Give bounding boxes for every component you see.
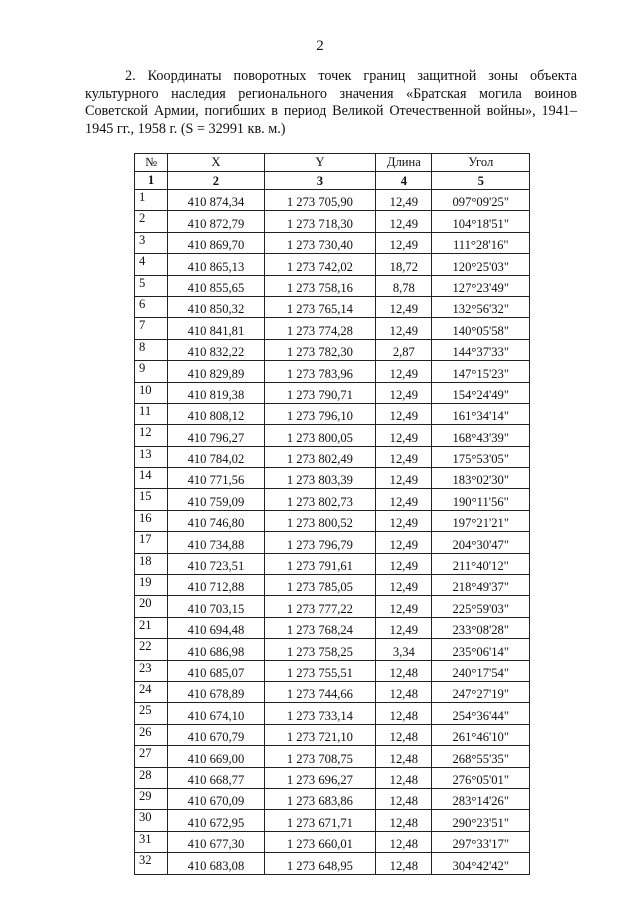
table-row bbox=[135, 724, 530, 745]
length-cell: 12,48 bbox=[376, 681, 432, 702]
x-coordinate-cell: 410 734,88 bbox=[168, 532, 264, 553]
y-coordinate-cell: 1 273 777,22 bbox=[264, 596, 376, 617]
angle-cell: 120°25'03" bbox=[432, 254, 530, 275]
length-cell: 12,49 bbox=[376, 489, 432, 510]
point-number-cell: 13 bbox=[135, 446, 168, 467]
point-number-cell: 10 bbox=[135, 382, 168, 403]
angle-cell: 297°33'17" bbox=[432, 831, 530, 852]
angle-cell: 290°23'51" bbox=[432, 810, 530, 831]
table-row bbox=[135, 339, 530, 360]
y-coordinate-cell: 1 273 800,05 bbox=[264, 425, 376, 446]
header-length: Длина bbox=[376, 154, 432, 172]
length-cell: 12,49 bbox=[376, 596, 432, 617]
angle-cell: 161°34'14" bbox=[432, 403, 530, 424]
column-number: 2 bbox=[168, 172, 264, 190]
column-number-row bbox=[135, 172, 530, 190]
x-coordinate-cell: 410 796,27 bbox=[168, 425, 264, 446]
angle-cell: 183°02'30" bbox=[432, 468, 530, 489]
length-cell: 12,49 bbox=[376, 468, 432, 489]
point-number-cell: 32 bbox=[135, 853, 168, 874]
page-number: 2 bbox=[316, 38, 324, 54]
table-row bbox=[135, 853, 530, 874]
angle-cell: 247°27'19" bbox=[432, 681, 530, 702]
x-coordinate-cell: 410 686,98 bbox=[168, 639, 264, 660]
x-coordinate-cell: 410 672,95 bbox=[168, 810, 264, 831]
y-coordinate-cell: 1 273 758,25 bbox=[264, 639, 376, 660]
coordinates-table bbox=[134, 153, 530, 875]
table-row bbox=[135, 275, 530, 296]
x-coordinate-cell: 410 872,79 bbox=[168, 211, 264, 232]
point-number-cell: 30 bbox=[135, 810, 168, 831]
point-number-cell: 3 bbox=[135, 232, 168, 253]
length-cell: 12,49 bbox=[376, 446, 432, 467]
y-coordinate-cell: 1 273 802,73 bbox=[264, 489, 376, 510]
table-row bbox=[135, 681, 530, 702]
table-row bbox=[135, 361, 530, 382]
x-coordinate-cell: 410 712,88 bbox=[168, 575, 264, 596]
angle-cell: 168°43'39" bbox=[432, 425, 530, 446]
length-cell: 12,49 bbox=[376, 190, 432, 211]
y-coordinate-cell: 1 273 785,05 bbox=[264, 575, 376, 596]
x-coordinate-cell: 410 819,38 bbox=[168, 382, 264, 403]
y-coordinate-cell: 1 273 783,96 bbox=[264, 361, 376, 382]
x-coordinate-cell: 410 850,32 bbox=[168, 296, 264, 317]
table-row bbox=[135, 403, 530, 424]
x-coordinate-cell: 410 669,00 bbox=[168, 746, 264, 767]
angle-cell: 190°11'56" bbox=[432, 489, 530, 510]
y-coordinate-cell: 1 273 660,01 bbox=[264, 831, 376, 852]
length-cell: 12,48 bbox=[376, 703, 432, 724]
length-cell: 12,49 bbox=[376, 575, 432, 596]
length-cell: 12,49 bbox=[376, 425, 432, 446]
point-number-cell: 11 bbox=[135, 403, 168, 424]
table-row bbox=[135, 703, 530, 724]
y-coordinate-cell: 1 273 790,71 bbox=[264, 382, 376, 403]
table-row bbox=[135, 810, 530, 831]
angle-cell: 144°37'33" bbox=[432, 339, 530, 360]
y-coordinate-cell: 1 273 742,02 bbox=[264, 254, 376, 275]
y-coordinate-cell: 1 273 683,86 bbox=[264, 788, 376, 809]
angle-cell: 304°42'42" bbox=[432, 853, 530, 874]
angle-cell: 204°30'47" bbox=[432, 532, 530, 553]
length-cell: 12,48 bbox=[376, 831, 432, 852]
table-header-row bbox=[135, 154, 530, 172]
angle-cell: 211°40'12" bbox=[432, 553, 530, 574]
table-row bbox=[135, 211, 530, 232]
length-cell: 12,48 bbox=[376, 767, 432, 788]
x-coordinate-cell: 410 832,22 bbox=[168, 339, 264, 360]
y-coordinate-cell: 1 273 721,10 bbox=[264, 724, 376, 745]
section-heading-text: 2. Координаты поворотных точек границ защитной зоны объекта культурного наследия регионального значения «Братская могила воинов Советской Армии, погибших в период Великой Отечественной войны», 1941–1945 гг., 1958 г. (S = 32991 кв. м.) bbox=[85, 68, 577, 137]
table-row bbox=[135, 596, 530, 617]
y-coordinate-cell: 1 273 791,61 bbox=[264, 553, 376, 574]
y-coordinate-cell: 1 273 765,14 bbox=[264, 296, 376, 317]
point-number-cell: 12 bbox=[135, 425, 168, 446]
angle-cell: 111°28'16" bbox=[432, 232, 530, 253]
length-cell: 12,49 bbox=[376, 553, 432, 574]
point-number-cell: 20 bbox=[135, 596, 168, 617]
y-coordinate-cell: 1 273 802,49 bbox=[264, 446, 376, 467]
length-cell: 12,49 bbox=[376, 296, 432, 317]
column-number: 4 bbox=[376, 172, 432, 190]
angle-cell: 261°46'10" bbox=[432, 724, 530, 745]
angle-cell: 154°24'49" bbox=[432, 382, 530, 403]
table-row bbox=[135, 746, 530, 767]
point-number-cell: 18 bbox=[135, 553, 168, 574]
x-coordinate-cell: 410 771,56 bbox=[168, 468, 264, 489]
length-cell: 12,49 bbox=[376, 232, 432, 253]
point-number-cell: 7 bbox=[135, 318, 168, 339]
x-coordinate-cell: 410 746,80 bbox=[168, 510, 264, 531]
point-number-cell: 25 bbox=[135, 703, 168, 724]
angle-cell: 147°15'23" bbox=[432, 361, 530, 382]
point-number-cell: 2 bbox=[135, 211, 168, 232]
table-row bbox=[135, 575, 530, 596]
x-coordinate-cell: 410 670,79 bbox=[168, 724, 264, 745]
y-coordinate-cell: 1 273 768,24 bbox=[264, 617, 376, 638]
point-number-cell: 29 bbox=[135, 788, 168, 809]
angle-cell: 218°49'37" bbox=[432, 575, 530, 596]
table-row bbox=[135, 788, 530, 809]
y-coordinate-cell: 1 273 803,39 bbox=[264, 468, 376, 489]
y-coordinate-cell: 1 273 696,27 bbox=[264, 767, 376, 788]
point-number-cell: 27 bbox=[135, 746, 168, 767]
table-row bbox=[135, 446, 530, 467]
y-coordinate-cell: 1 273 733,14 bbox=[264, 703, 376, 724]
length-cell: 2,87 bbox=[376, 339, 432, 360]
table-row bbox=[135, 532, 530, 553]
table-row bbox=[135, 382, 530, 403]
x-coordinate-cell: 410 865,13 bbox=[168, 254, 264, 275]
length-cell: 12,49 bbox=[376, 510, 432, 531]
point-number-cell: 9 bbox=[135, 361, 168, 382]
y-coordinate-cell: 1 273 800,52 bbox=[264, 510, 376, 531]
point-number-cell: 6 bbox=[135, 296, 168, 317]
length-cell: 12,49 bbox=[376, 211, 432, 232]
y-coordinate-cell: 1 273 730,40 bbox=[264, 232, 376, 253]
angle-cell: 254°36'44" bbox=[432, 703, 530, 724]
length-cell: 12,49 bbox=[376, 318, 432, 339]
y-coordinate-cell: 1 273 774,28 bbox=[264, 318, 376, 339]
table-row bbox=[135, 232, 530, 253]
x-coordinate-cell: 410 874,34 bbox=[168, 190, 264, 211]
x-coordinate-cell: 410 784,02 bbox=[168, 446, 264, 467]
length-cell: 12,48 bbox=[376, 853, 432, 874]
y-coordinate-cell: 1 273 708,75 bbox=[264, 746, 376, 767]
length-cell: 12,48 bbox=[376, 810, 432, 831]
x-coordinate-cell: 410 694,48 bbox=[168, 617, 264, 638]
x-coordinate-cell: 410 829,89 bbox=[168, 361, 264, 382]
x-coordinate-cell: 410 869,70 bbox=[168, 232, 264, 253]
length-cell: 12,48 bbox=[376, 724, 432, 745]
x-coordinate-cell: 410 678,89 bbox=[168, 681, 264, 702]
point-number-cell: 4 bbox=[135, 254, 168, 275]
x-coordinate-cell: 410 841,81 bbox=[168, 318, 264, 339]
angle-cell: 225°59'03" bbox=[432, 596, 530, 617]
table-row bbox=[135, 639, 530, 660]
angle-cell: 283°14'26" bbox=[432, 788, 530, 809]
y-coordinate-cell: 1 273 705,90 bbox=[264, 190, 376, 211]
x-coordinate-cell: 410 668,77 bbox=[168, 767, 264, 788]
table-row bbox=[135, 190, 530, 211]
y-coordinate-cell: 1 273 755,51 bbox=[264, 660, 376, 681]
table-row bbox=[135, 254, 530, 275]
y-coordinate-cell: 1 273 782,30 bbox=[264, 339, 376, 360]
length-cell: 12,48 bbox=[376, 746, 432, 767]
length-cell: 8,78 bbox=[376, 275, 432, 296]
x-coordinate-cell: 410 703,15 bbox=[168, 596, 264, 617]
angle-cell: 140°05'58" bbox=[432, 318, 530, 339]
angle-cell: 104°18'51" bbox=[432, 211, 530, 232]
x-coordinate-cell: 410 677,30 bbox=[168, 831, 264, 852]
y-coordinate-cell: 1 273 796,79 bbox=[264, 532, 376, 553]
length-cell: 18,72 bbox=[376, 254, 432, 275]
y-coordinate-cell: 1 273 648,95 bbox=[264, 853, 376, 874]
angle-cell: 175°53'05" bbox=[432, 446, 530, 467]
point-number-cell: 14 bbox=[135, 468, 168, 489]
header-y: Y bbox=[264, 154, 376, 172]
length-cell: 12,49 bbox=[376, 403, 432, 424]
table-row bbox=[135, 660, 530, 681]
length-cell: 12,49 bbox=[376, 532, 432, 553]
point-number-cell: 16 bbox=[135, 510, 168, 531]
length-cell: 3,34 bbox=[376, 639, 432, 660]
point-number-cell: 17 bbox=[135, 532, 168, 553]
point-number-cell: 26 bbox=[135, 724, 168, 745]
x-coordinate-cell: 410 683,08 bbox=[168, 853, 264, 874]
header-angle: Угол bbox=[432, 154, 530, 172]
point-number-cell: 28 bbox=[135, 767, 168, 788]
table-body bbox=[135, 172, 530, 875]
table-row bbox=[135, 617, 530, 638]
table-row bbox=[135, 318, 530, 339]
angle-cell: 233°08'28" bbox=[432, 617, 530, 638]
point-number-cell: 31 bbox=[135, 831, 168, 852]
table-row bbox=[135, 425, 530, 446]
column-number: 3 bbox=[264, 172, 376, 190]
table-row bbox=[135, 468, 530, 489]
x-coordinate-cell: 410 670,09 bbox=[168, 788, 264, 809]
length-cell: 12,49 bbox=[376, 361, 432, 382]
x-coordinate-cell: 410 685,07 bbox=[168, 660, 264, 681]
table-row bbox=[135, 553, 530, 574]
angle-cell: 276°05'01" bbox=[432, 767, 530, 788]
point-number-cell: 1 bbox=[135, 190, 168, 211]
table-row bbox=[135, 489, 530, 510]
length-cell: 12,48 bbox=[376, 660, 432, 681]
y-coordinate-cell: 1 273 671,71 bbox=[264, 810, 376, 831]
point-number-cell: 19 bbox=[135, 575, 168, 596]
y-coordinate-cell: 1 273 718,30 bbox=[264, 211, 376, 232]
x-coordinate-cell: 410 808,12 bbox=[168, 403, 264, 424]
point-number-cell: 21 bbox=[135, 617, 168, 638]
header-x: X bbox=[168, 154, 264, 172]
y-coordinate-cell: 1 273 796,10 bbox=[264, 403, 376, 424]
point-number-cell: 15 bbox=[135, 489, 168, 510]
point-number-cell: 23 bbox=[135, 660, 168, 681]
x-coordinate-cell: 410 723,51 bbox=[168, 553, 264, 574]
length-cell: 12,49 bbox=[376, 382, 432, 403]
angle-cell: 268°55'35" bbox=[432, 746, 530, 767]
point-number-cell: 24 bbox=[135, 681, 168, 702]
table-row bbox=[135, 296, 530, 317]
length-cell: 12,48 bbox=[376, 788, 432, 809]
angle-cell: 097°09'25" bbox=[432, 190, 530, 211]
angle-cell: 127°23'49" bbox=[432, 275, 530, 296]
x-coordinate-cell: 410 674,10 bbox=[168, 703, 264, 724]
angle-cell: 197°21'21" bbox=[432, 510, 530, 531]
angle-cell: 132°56'32" bbox=[432, 296, 530, 317]
table-row bbox=[135, 510, 530, 531]
table-row bbox=[135, 767, 530, 788]
length-cell: 12,49 bbox=[376, 617, 432, 638]
table-row bbox=[135, 831, 530, 852]
column-number: 5 bbox=[432, 172, 530, 190]
section-heading bbox=[85, 68, 577, 138]
y-coordinate-cell: 1 273 744,66 bbox=[264, 681, 376, 702]
x-coordinate-cell: 410 855,65 bbox=[168, 275, 264, 296]
header-number: № bbox=[135, 154, 168, 172]
y-coordinate-cell: 1 273 758,16 bbox=[264, 275, 376, 296]
point-number-cell: 22 bbox=[135, 639, 168, 660]
x-coordinate-cell: 410 759,09 bbox=[168, 489, 264, 510]
point-number-cell: 8 bbox=[135, 339, 168, 360]
angle-cell: 240°17'54" bbox=[432, 660, 530, 681]
column-number: 1 bbox=[135, 172, 168, 190]
point-number-cell: 5 bbox=[135, 275, 168, 296]
angle-cell: 235°06'14" bbox=[432, 639, 530, 660]
